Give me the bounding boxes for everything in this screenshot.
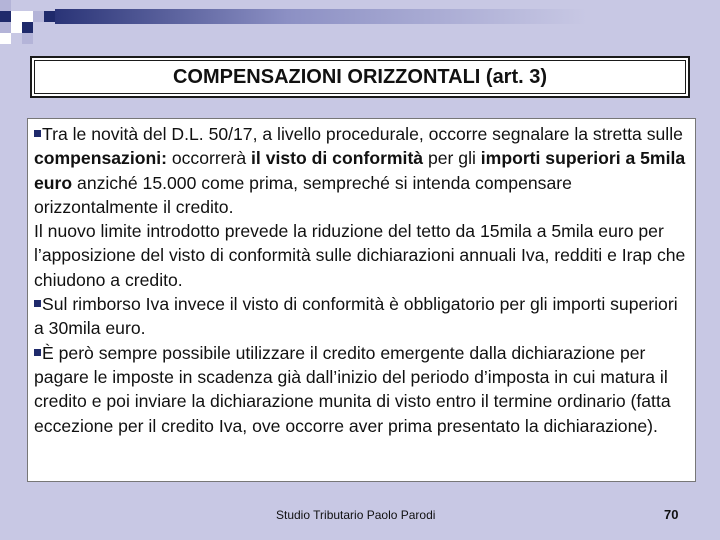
decor-square <box>0 0 11 11</box>
body-paragraph <box>34 219 689 292</box>
decor-gradient-bar <box>55 9 720 24</box>
decor-square <box>0 11 11 22</box>
body-paragraph <box>34 122 689 219</box>
decor-square <box>33 11 44 22</box>
paragraph-text: per gli <box>423 148 481 169</box>
paragraph-text: Sul rimborso Iva invece il visto di conformità è obbligatorio per gli importi superiori a 30mila euro. <box>34 294 678 339</box>
slide-body <box>27 118 696 482</box>
slide-title: COMPENSAZIONI ORIZZONTALI (art. 3) <box>172 65 548 88</box>
decor-square <box>22 22 33 33</box>
body-paragraph <box>34 341 689 438</box>
decor-square <box>44 11 55 22</box>
paragraph-text: anziché 15.000 come prima, sempreché si intenda compensare orizzontalmente il credito. <box>34 172 572 217</box>
decor-square <box>0 33 11 44</box>
footer-text: Studio Tributario Paolo Parodi <box>276 508 436 522</box>
decor-square <box>22 33 33 44</box>
page-number: 70 <box>664 507 679 522</box>
emphasis-text: importi superiori a 5mila euro <box>34 148 686 193</box>
square-bullet-icon <box>34 349 41 356</box>
emphasis-text: compensazioni: <box>34 148 167 169</box>
square-bullet-icon <box>34 300 41 307</box>
square-bullet-icon <box>34 130 41 137</box>
emphasis-text: il visto di conformità <box>251 148 424 169</box>
paragraph-text: occorrerà <box>166 148 252 169</box>
paragraph-text: Il nuovo limite introdotto prevede la riduzione del tetto da 15mila a 5mila euro per l’apposizione del visto di conformità sulle dichiarazioni annuali Iva, redditi e Irap che chiudono a credito. <box>34 221 686 290</box>
slide-title-box <box>30 56 690 98</box>
body-paragraph <box>34 292 689 341</box>
paragraph-text: Tra le novità del D.L. 50/17, a livello procedurale, occorre segnalare la stretta sulle <box>42 124 683 144</box>
paragraph-text: È però sempre possibile utilizzare il credito emergente dalla dichiarazione per pagare le imposte in scadenza già dall’inizio del periodo d’imposta in cui matura il credito e poi inviare la dichiarazione munita di visto entro il termine ordinario (fatta eccezione per il credito Iva, ove occorre aver prima presentato la dichiarazione). <box>34 342 671 436</box>
decor-square <box>0 22 11 33</box>
